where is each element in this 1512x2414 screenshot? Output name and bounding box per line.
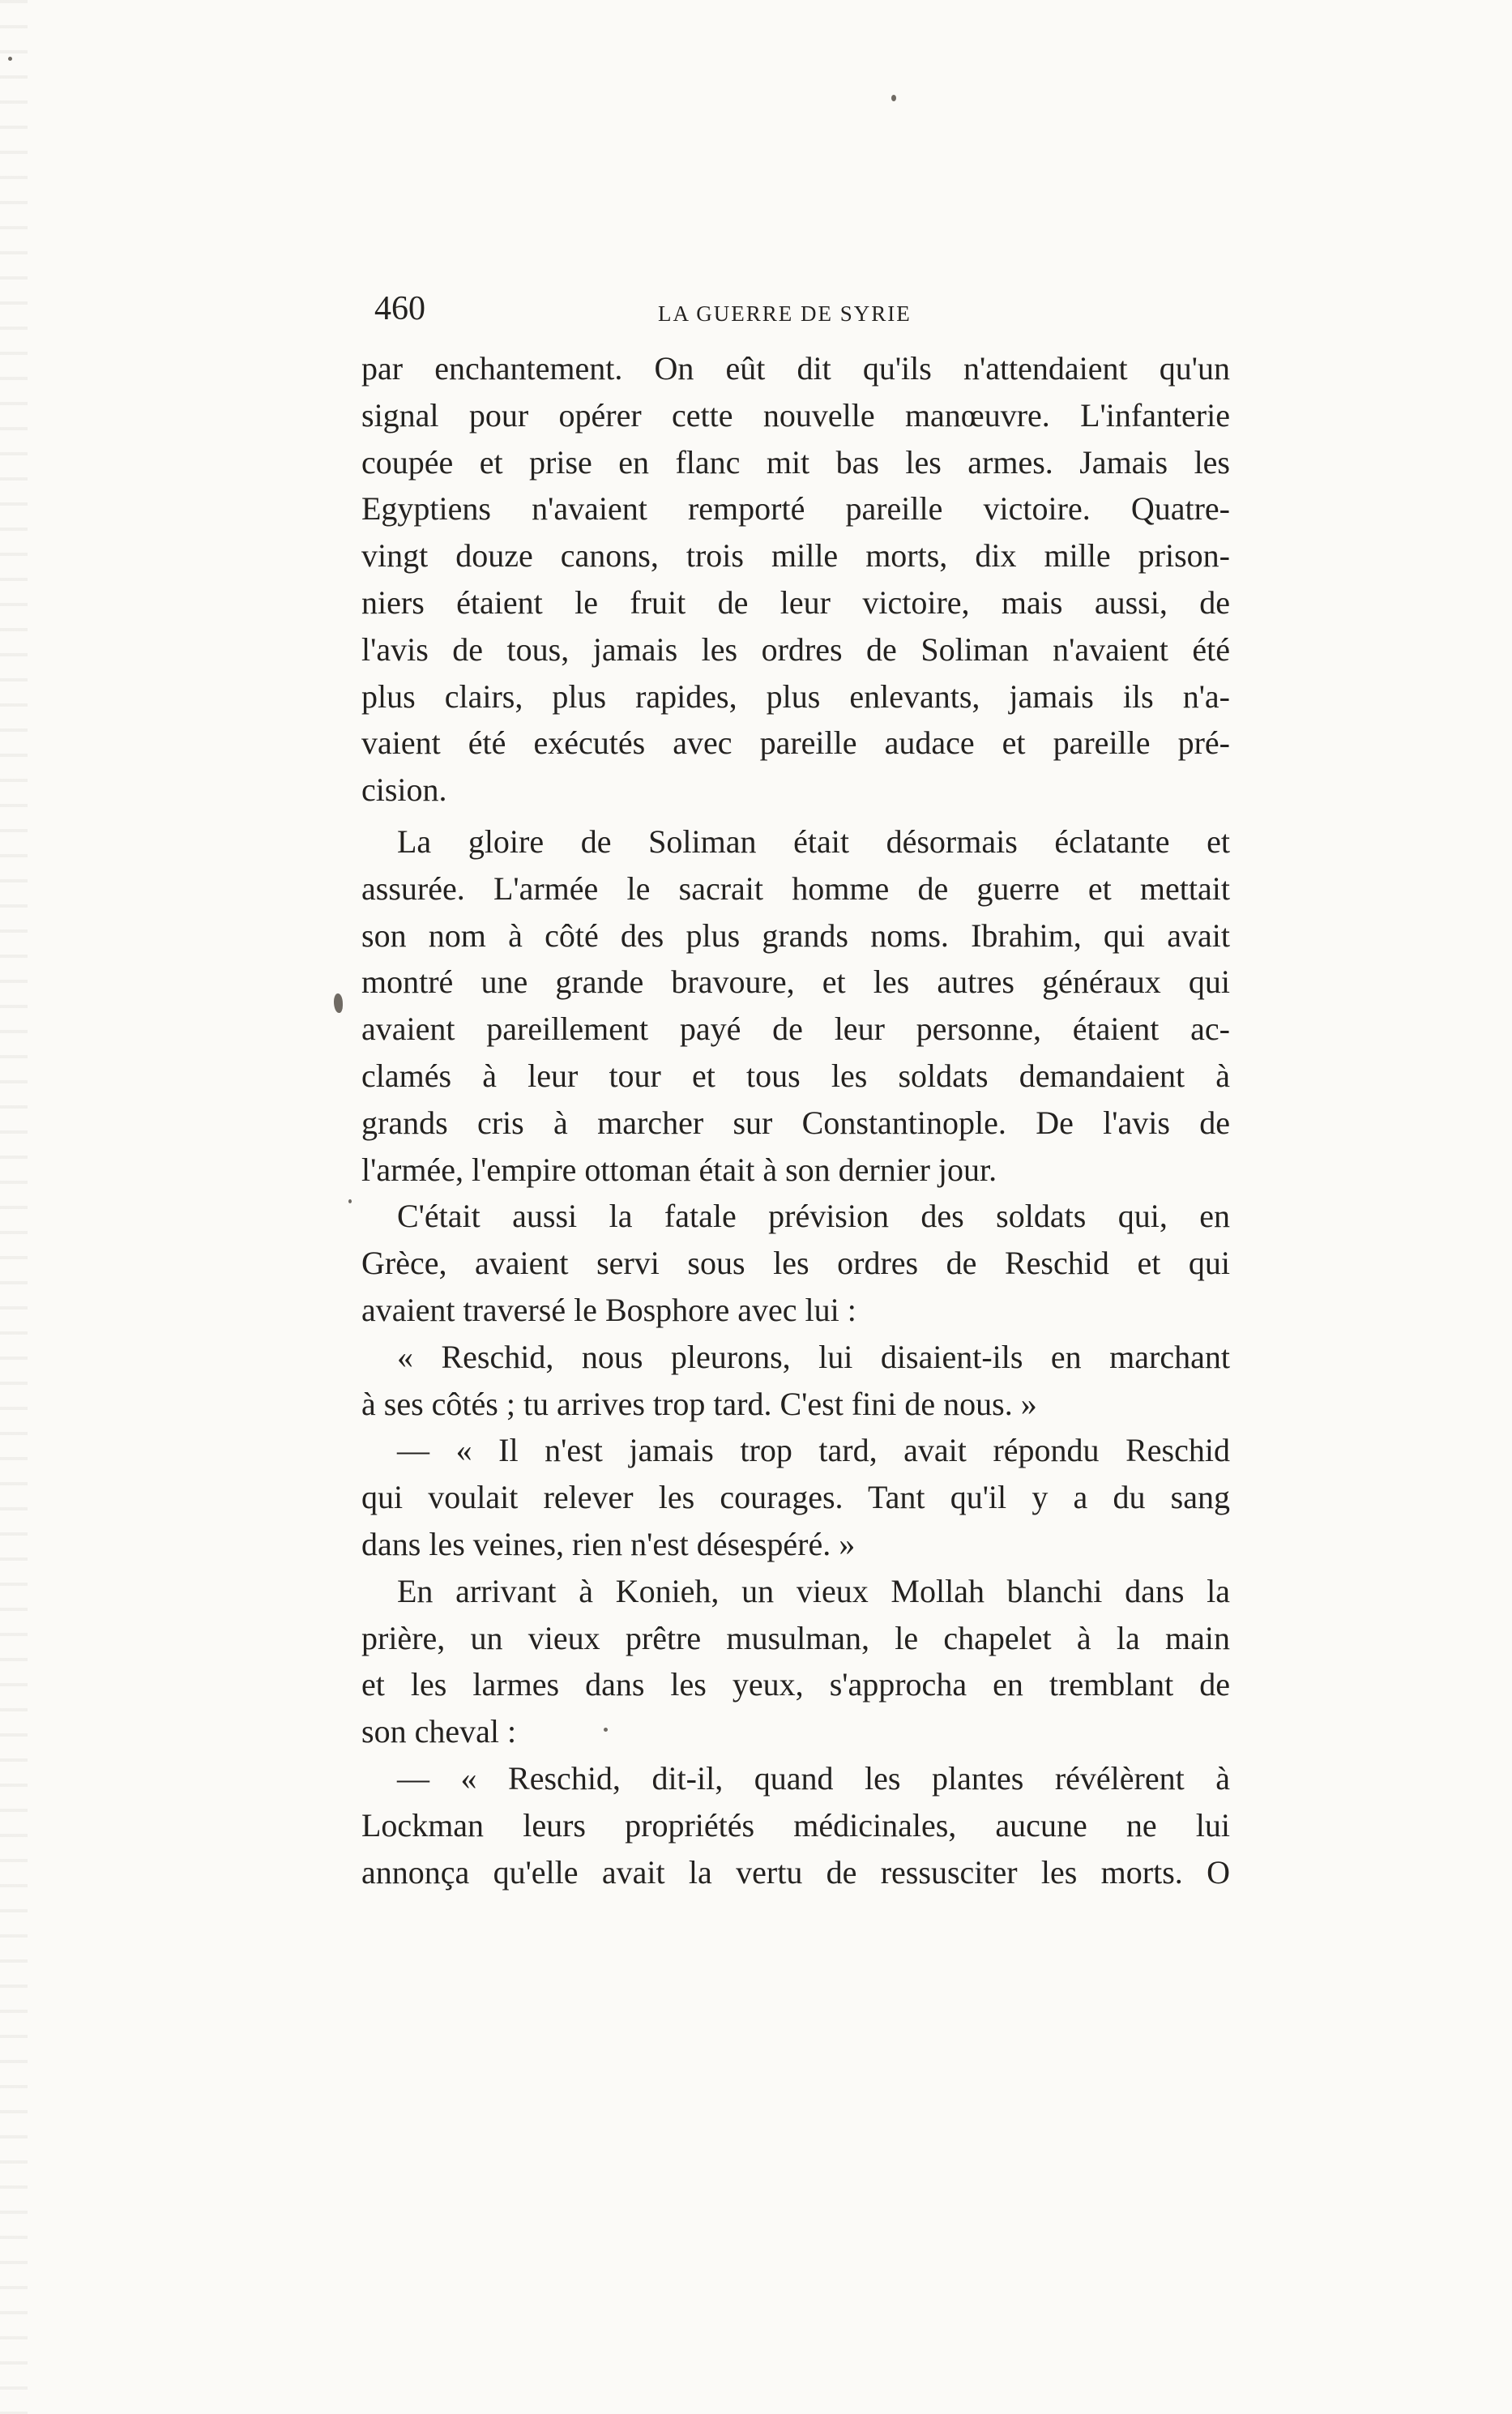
page-header [374, 280, 1233, 337]
ink-speck [8, 57, 12, 61]
paragraph-1 [361, 345, 1230, 814]
paragraph-5 [361, 1427, 1230, 1567]
text-line: l'armée, l'empire ottoman était à son dernier jour. [361, 1151, 997, 1188]
scanned-page-edge [0, 0, 28, 2414]
text-line: coupée et prise en flanc mit bas les armes. Jamais les [361, 443, 1230, 481]
text-line: En arrivant à Konieh, un vieux Mollah blanchi dans la [397, 1572, 1230, 1609]
text-line: cision. [361, 771, 447, 809]
text-line: l'avis de tous, jamais les ordres de Soliman n'avaient été [361, 630, 1230, 668]
text-line: son nom à côté des plus grands noms. Ibrahim, qui avait [361, 916, 1230, 954]
paragraph-7 [361, 1755, 1230, 1895]
text-line: qui voulait relever les courages. Tant qu'il y a du sang [361, 1479, 1230, 1516]
text-line: annonça qu'elle avait la vertu de ressusciter les morts. O [361, 1853, 1230, 1891]
page-number: 460 [374, 290, 425, 327]
text-line: par enchantement. On eût dit qu'ils n'attendaient qu'un [361, 350, 1230, 387]
text-line: C'était aussi la fatale prévision des soldats qui, en [397, 1198, 1230, 1235]
text-line: son cheval : [361, 1713, 517, 1750]
text-line: clamés à leur tour et tous les soldats demandaient à [361, 1057, 1230, 1094]
text-line: Egyptiens n'avaient remporté pareille victoire. Quatre- [361, 490, 1230, 528]
ink-speck [891, 95, 896, 101]
text-line: — « Reschid, dit-il, quand les plantes révélèrent à [397, 1759, 1230, 1797]
text-line: plus clairs, plus rapides, plus enlevants, jamais ils n'a- [361, 677, 1230, 715]
text-line: avaient pareillement payé de leur personne, étaient ac- [361, 1010, 1230, 1048]
paragraph-3 [361, 1193, 1230, 1333]
text-line: — « Il n'est jamais trop tard, avait répondu Reschid [397, 1432, 1230, 1469]
text-line: vingt douze canons, trois mille morts, dix mille prison- [361, 537, 1230, 575]
text-line: « Reschid, nous pleurons, lui disaient-ils en marchant [397, 1338, 1230, 1375]
text-line: Grèce, avaient servi sous les ordres de Reschid et qui [361, 1245, 1230, 1282]
text-line: à ses côtés ; tu arrives trop tard. C'est fini de nous. » [361, 1385, 1037, 1422]
text-line: vaient été exécutés avec pareille audace et pareille pré- [361, 724, 1230, 762]
text-line: niers étaient le fruit de leur victoire, mais aussi, de [361, 583, 1230, 621]
text-line: prière, un vieux prêtre musulman, le chapelet à la main [361, 1619, 1230, 1656]
text-line: signal pour opérer cette nouvelle manœuvre. L'infanterie [361, 396, 1230, 434]
text-line: assurée. L'armée le sacrait homme de guerre et mettait [361, 869, 1230, 907]
paragraph-4 [361, 1334, 1230, 1428]
ink-blot [334, 993, 343, 1013]
text-line: montré une grande bravoure, et les autres généraux qui [361, 963, 1230, 1001]
body-text [361, 345, 1230, 1895]
text-line: La gloire de Soliman était désormais éclatante et [397, 822, 1230, 860]
text-line: et les larmes dans les yeux, s'approcha en tremblant de [361, 1666, 1230, 1703]
running-title: LA GUERRE DE SYRIE [658, 301, 912, 326]
text-line: dans les veines, rien n'est désespéré. » [361, 1525, 856, 1562]
text-line: grands cris à marcher sur Constantinople. De l'avis de [361, 1104, 1230, 1141]
ink-speck [348, 1199, 352, 1203]
text-line: Lockman leurs propriétés médicinales, aucune ne lui [361, 1806, 1230, 1844]
paragraph-2 [361, 818, 1230, 1193]
text-line: avaient traversé le Bosphore avec lui : [361, 1291, 856, 1328]
paragraph-6 [361, 1568, 1230, 1755]
